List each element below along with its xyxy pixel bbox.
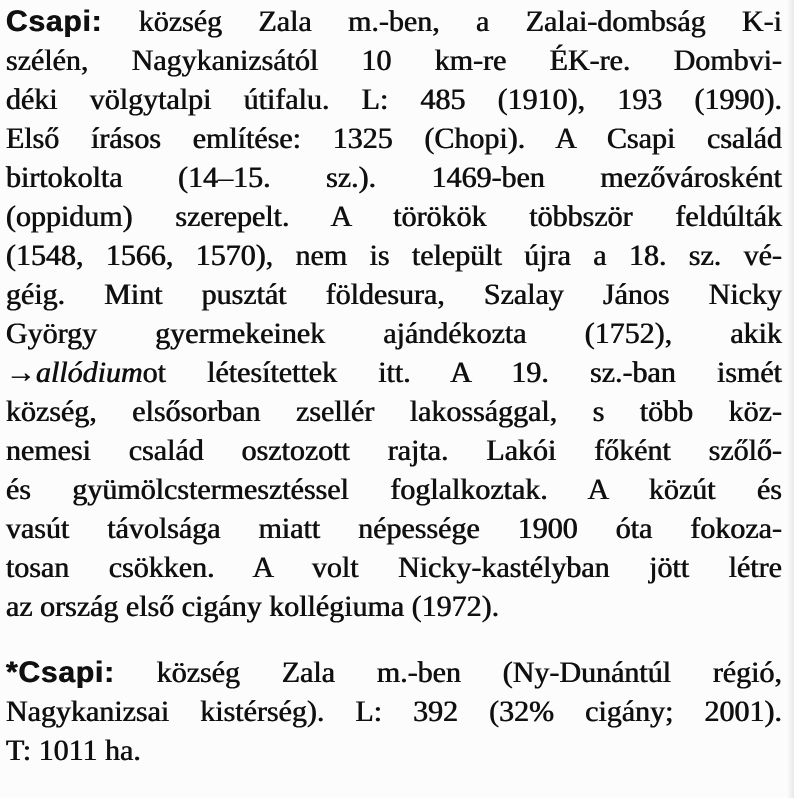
text-line — [6, 2, 782, 41]
lexicon-entries — [6, 2, 782, 770]
text-line — [6, 197, 782, 236]
body-text: (1548, 1566, 1570), nem is települt újra a 18. sz. vé- — [6, 239, 782, 272]
body-text: és gyümölcstermesztéssel foglalkoztak. A közút és — [6, 473, 782, 506]
body-text: nemesi család osztozott rajta. Lakói főként szőlő- — [6, 434, 782, 467]
body-text: az ország első cigány kollégiuma (1972). — [6, 590, 500, 623]
text-line — [6, 731, 782, 770]
headword: Csapi: — [6, 5, 103, 38]
entry-csapi-lexicon — [6, 2, 782, 626]
text-line — [6, 41, 782, 80]
text-line — [6, 80, 782, 119]
cross-reference-arrow-icon: → — [6, 356, 36, 389]
body-text: község Zala m.-ben, a Zalai-dombság K-i — [102, 5, 782, 38]
text-line — [6, 392, 782, 431]
text-line — [6, 548, 782, 587]
text-line — [6, 314, 782, 353]
body-text: szélén, Nagykanizsától 10 km-re ÉK-re. Dombvi- — [6, 44, 782, 77]
text-line — [6, 431, 782, 470]
body-text: Első írásos említése: 1325 (Chopi). A Csapi család — [6, 122, 782, 155]
body-text: birtokolta (14–15. sz.). 1469-ben mezővárosként — [6, 161, 782, 194]
body-text: vasút távolsága miatt népessége 1900 óta fokoza- — [6, 512, 782, 545]
scan-edge-shadow — [787, 0, 794, 798]
entry-csapi-2001 — [6, 653, 782, 770]
body-text: (oppidum) szerepelt. A törökök többször feldúlták — [6, 200, 782, 233]
cross-reference-term: allódium — [36, 356, 143, 389]
text-line — [6, 353, 782, 392]
body-text: község, elsősorban zsellér lakossággal, s több köz- — [6, 395, 782, 428]
text-line — [6, 158, 782, 197]
body-text: T: 1011 ha. — [6, 734, 141, 767]
text-line — [6, 587, 782, 626]
body-text: Nagykanizsai kistérség). L: 392 (32% cigány; 2001). — [6, 695, 782, 728]
body-text: tosan csökken. A volt Nicky-kastélyban jött létre — [6, 551, 782, 584]
headword: *Csapi: — [6, 656, 115, 689]
text-line — [6, 236, 782, 275]
body-text: ot létesítettek itt. A 19. sz.-ban ismét — [142, 356, 782, 389]
body-text: géig. Mint pusztát földesura, Szalay János Nicky — [6, 278, 782, 311]
body-text: község Zala m.-ben (Ny-Dunántúl régió, — [114, 656, 782, 689]
text-line — [6, 692, 782, 731]
body-text: György gyermekeinek ajándékozta (1752), akik — [6, 317, 782, 350]
text-line — [6, 119, 782, 158]
body-text: déki völgytalpi útifalu. L: 485 (1910), 193 (1990). — [6, 83, 782, 116]
text-line — [6, 275, 782, 314]
text-line — [6, 509, 782, 548]
text-line — [6, 653, 782, 692]
text-line — [6, 470, 782, 509]
